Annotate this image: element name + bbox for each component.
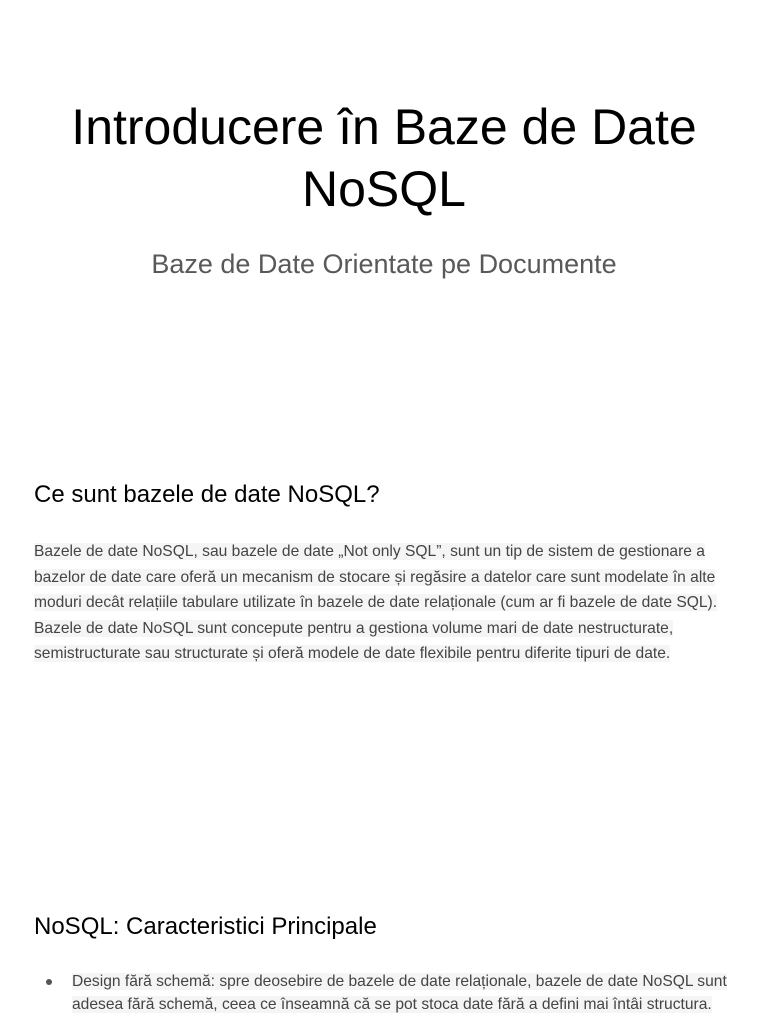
page-title: Introducere în Baze de Date NoSQL [71, 99, 697, 217]
list-item-text: Design fără schemă: spre deosebire de bazele de date relaționale, bazele de date NoSQL sunt adesea fără schemă, ceea ce înseamnă că se pot stoca date fără a defini mai întâi structura. [72, 973, 727, 1013]
page-subtitle: Baze de Date Orientate pe Documente [151, 249, 617, 279]
section-heading-features: NoSQL: Caracteristici Principale [34, 913, 377, 940]
features-list [34, 970, 740, 1016]
paragraph-text: Bazele de date NoSQL, sau bazele de date „Not only SQL”, sunt un tip de sistem de gestionare a bazelor de date care oferă un mecanism de stocare și regăsire a datelor care sunt modelate în alte moduri decât relațiile tabulare utilizate în bazele de date relaționale (cum ar fi bazele de date SQL). Bazele de date NoSQL sunt concepute pentru a gestiona volume mari de date nestructurate, semistructurate sau structurate și oferă modele de date flexibile pentru diferite tipuri de date. [34, 543, 718, 663]
list-item [34, 970, 740, 1016]
bullet-icon [46, 979, 52, 985]
section-heading-what-is-nosql: Ce sunt bazele de date NoSQL? [34, 481, 380, 508]
section-paragraph [34, 539, 740, 667]
